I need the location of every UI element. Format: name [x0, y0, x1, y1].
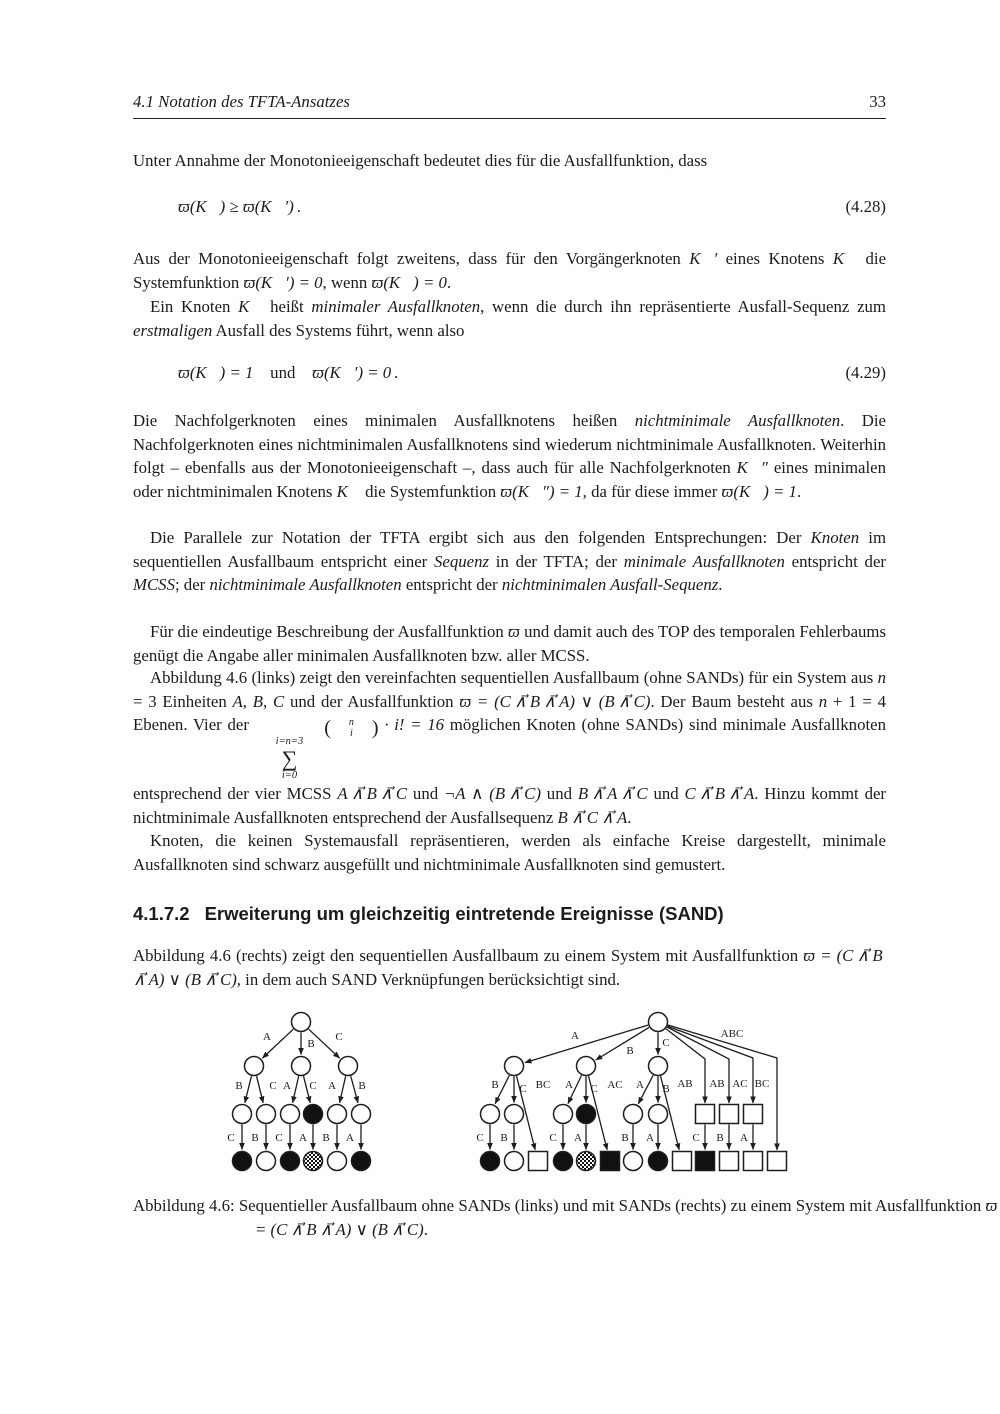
- tree-node-black-circle: [577, 1105, 596, 1124]
- tree-edge-label: ABC: [720, 1027, 744, 1040]
- tree-edge-label: AB: [677, 1077, 693, 1090]
- tree-node-black-circle: [281, 1152, 300, 1171]
- paragraph-abbildung-rechts: Abbildung 4.6 (rechts) zeigt den sequentiellen Ausfallbaum zu einem System mit Ausfallfunktion ϖ = (C ∧⃗ B ∧⃗ A) ∨ (B ∧⃗ C), in dem auch SAND Verknüpfungen berücksichtigt sind.: [133, 946, 886, 989]
- tree-node-open-circle: [649, 1057, 668, 1076]
- tree-edge-label: A: [299, 1131, 307, 1144]
- tree-node-open-square: [744, 1152, 763, 1171]
- tree-edge: [293, 1076, 299, 1103]
- tree-node-open-circle: [292, 1013, 311, 1032]
- tree-edge-label: A: [740, 1131, 748, 1144]
- tree-node-open-circle: [649, 1105, 668, 1124]
- tree-edge-label: C: [549, 1131, 557, 1144]
- tree-edge-label: B: [307, 1037, 315, 1050]
- tree-edge: [667, 1027, 729, 1103]
- paragraph-monotonie: Aus der Monotonieeigenschaft folgt zweitens, dass für den Vorgängerknoten K⃗′ eines Knotens K⃗ die Systemfunktion ϖ(K⃗′) = 0, wenn ϖ(K⃗) = 0.: [133, 249, 887, 292]
- tree-edge: [340, 1076, 346, 1103]
- section-heading: [133, 902, 886, 926]
- tree-node-open-square: [673, 1152, 692, 1171]
- tree-edge-label: A: [571, 1029, 579, 1042]
- equation-4-28: [133, 194, 886, 220]
- tree-node-open-circle: [257, 1152, 276, 1171]
- equation-4-29-body: ϖ(K⃗) = 1 und ϖ(K⃗′) = 0 .: [178, 363, 399, 382]
- tree-node-open-circle: [649, 1013, 668, 1032]
- tree-edge-label: C: [590, 1082, 598, 1095]
- paragraph-parallele: Die Parallele zur Notation der TFTA ergibt sich aus den folgenden Entsprechungen: Der Knoten im sequentiellen Ausfallbaum entspricht einer Sequenz in der TFTA; der minimale Ausfallknoten entspricht der MCSS; der nichtminimale Ausfallknoten entspricht der nichtminimalen Ausfall-Sequenz.: [133, 528, 886, 594]
- tree-edge-label: AB: [709, 1077, 725, 1090]
- tree-edge-label: A: [574, 1131, 582, 1144]
- tree-edge-label: B: [358, 1079, 366, 1092]
- tree-edge-label: AC: [607, 1078, 623, 1091]
- tree-edge-label: C: [269, 1079, 277, 1092]
- tree-node-black-circle: [352, 1152, 371, 1171]
- tree-node-black-circle: [554, 1152, 573, 1171]
- tree-edge-label: B: [322, 1131, 330, 1144]
- tree-node-open-circle: [339, 1057, 358, 1076]
- paragraph-knoten-darstellung: Knoten, die keinen Systemausfall repräsentieren, werden als einfache Kreise dargestellt, minimale Ausfallknoten sind schwarz ausgefüllt und nichtminimale Ausfallknoten sind gemustert.: [133, 831, 886, 874]
- tree-edge-label: A: [565, 1078, 573, 1091]
- tree-edge: [257, 1076, 264, 1103]
- tree-edge: [665, 1028, 705, 1103]
- tree-edge-label: B: [662, 1082, 670, 1095]
- tree-node-open-circle: [233, 1105, 252, 1124]
- tree-node-open-square: [529, 1152, 548, 1171]
- tree-node-open-circle: [281, 1105, 300, 1124]
- tree-edge-label: C: [476, 1131, 484, 1144]
- tree-edge: [245, 1076, 252, 1103]
- tree-node-open-square: [696, 1105, 715, 1124]
- tree-edge-label: C: [335, 1030, 343, 1043]
- paragraph-nachfolgerknoten: Die Nachfolgerknoten eines minimalen Ausfallknotens heißen nichtminimale Ausfallknoten. Die Nachfolgerknoten eines nichtminimalen Ausfallknotens sind wiederum nichtminimale Ausfallknoten. Weiterhin folgt – ebenfalls aus der Monotonieeigenschaft –, dass auch für alle Nachfolgerknoten K⃗″ eines minimalen oder nichtminimalen Knotens K⃗ die Systemfunktion ϖ(K⃗″) = 1, da für diese immer ϖ(K⃗) = 1.: [133, 411, 886, 501]
- tree-edge-label: A: [283, 1079, 291, 1092]
- tree-node-open-circle: [624, 1105, 643, 1124]
- tree-node-open-circle: [292, 1057, 311, 1076]
- tree-node-open-circle: [328, 1152, 347, 1171]
- tree-edge-label: B: [626, 1044, 634, 1057]
- tree-edge-label: B: [716, 1131, 724, 1144]
- tree-node-open-circle: [554, 1105, 573, 1124]
- tree-node-open-circle: [328, 1105, 347, 1124]
- figure-caption: Abbildung 4.6: Sequentieller Ausfallbaum ohne SANDs (links) und mit SANDs (rechts) zu einem System mit Ausfallfunktion ϖ = (C ∧⃗ B ∧⃗ A) ∨ (B ∧⃗ C).: [133, 1196, 998, 1239]
- binomial-coefficient: ( n i ): [324, 716, 379, 739]
- tree-node-open-circle: [505, 1105, 524, 1124]
- tree-node-open-circle: [577, 1057, 596, 1076]
- tree-edge-label: BC: [754, 1077, 770, 1090]
- tree-node-open-square: [768, 1152, 787, 1171]
- tree-node-hatched-circle: [577, 1152, 596, 1171]
- tree-edge-label: B: [491, 1078, 499, 1091]
- tree-edge-label: A: [636, 1078, 644, 1091]
- tree-edge: [351, 1076, 358, 1103]
- tree-node-black-circle: [304, 1105, 323, 1124]
- tree-node-open-square: [720, 1105, 739, 1124]
- section-number: 4.1.7.2: [133, 903, 190, 924]
- tree-edge-label: AC: [732, 1077, 748, 1090]
- tree-node-black-square: [601, 1152, 620, 1171]
- tree-node-open-square: [720, 1152, 739, 1171]
- tree-node-black-square: [696, 1152, 715, 1171]
- fault-tree-right: [470, 1006, 800, 1178]
- sum-operator: i=n=3 ∑ i=0: [275, 736, 304, 782]
- tree-edge-label: A: [346, 1131, 354, 1144]
- tree-edge-label: A: [646, 1131, 654, 1144]
- tree-edge-label: C: [309, 1079, 317, 1092]
- running-head-title: 4.1 Notation des TFTA-Ansatzes: [133, 92, 350, 111]
- tree-edge-label: A: [263, 1030, 271, 1043]
- fault-tree-left: [225, 1006, 385, 1178]
- equation-4-28-number: (4.28): [845, 197, 886, 216]
- tree-node-open-circle: [505, 1057, 524, 1076]
- section-title: Erweiterung um gleichzeitig eintretende Ereignisse (SAND): [204, 903, 724, 924]
- tree-node-black-circle: [233, 1152, 252, 1171]
- tree-edge-label: C: [227, 1131, 235, 1144]
- tree-edge-label: B: [500, 1131, 508, 1144]
- tree-node-open-circle: [624, 1152, 643, 1171]
- tree-node-open-circle: [481, 1105, 500, 1124]
- tree-edge-label: C: [275, 1131, 283, 1144]
- tree-node-open-circle: [505, 1152, 524, 1171]
- running-header: [133, 92, 886, 119]
- tree-edge-label: C: [519, 1082, 527, 1095]
- paragraph-beschreibung: Für die eindeutige Beschreibung der Ausfallfunktion ϖ und damit auch des TOP des temporalen Fehlerbaums genügt die Angabe aller minimalen Ausfallknoten bzw. aller MCSS.: [133, 622, 886, 665]
- paragraph-minimaler-knoten: Ein Knoten K⃗ heißt minimaler Ausfallknoten, wenn die durch ihn repräsentierte Ausfall-Sequenz zum erstmaligen Ausfall des Systems führt, wenn also: [133, 297, 886, 340]
- tree-node-black-circle: [481, 1152, 500, 1171]
- equation-4-29-number: (4.29): [845, 363, 886, 382]
- tree-node-open-circle: [245, 1057, 264, 1076]
- equation-4-29: [133, 360, 886, 386]
- tree-node-hatched-circle: [304, 1152, 323, 1171]
- tree-node-open-circle: [257, 1105, 276, 1124]
- paragraph-intro: Unter Annahme der Monotonieeigenschaft bedeutet dies für die Ausfallfunktion, dass: [133, 151, 708, 170]
- tree-edge-label: C: [692, 1131, 700, 1144]
- tree-edge-label: C: [662, 1036, 670, 1049]
- tree-edge-label: B: [235, 1079, 243, 1092]
- tree-edge-label: B: [251, 1131, 259, 1144]
- tree-edge-label: A: [328, 1079, 336, 1092]
- tree-node-open-square: [744, 1105, 763, 1124]
- tree-edge-label: BC: [535, 1078, 551, 1091]
- paragraph-abbildung-links: Abbildung 4.6 (links) zeigt den vereinfachten sequentiellen Ausfallbaum (ohne SANDs) für ein System aus n = 3 Einheiten A, B, C und der Ausfallfunktion ϖ = (C ∧⃗ B ∧⃗ A) ∨ (B ∧⃗ C). Der Baum besteht aus n + 1 = 4 Ebenen. Vier der i=n=3 ∑ i=0 ( n i ) · i! = 16 möglichen Knoten (ohne SANDs) sind minimale Ausfallknoten entsprechend der vier MCSS A ∧⃗ B ∧⃗ C und ¬A ∧ (B ∧⃗ C) und B ∧⃗ A ∧⃗ C und C ∧⃗ B ∧⃗ A. Hinzu kommt der nichtminimale Ausfallknoten entsprechend der Ausfallsequenz B ∧⃗ C ∧⃗ A.: [133, 668, 887, 827]
- equation-4-28-body: ϖ(K⃗) ≥ ϖ(K⃗′) .: [178, 197, 302, 216]
- tree-node-black-circle: [649, 1152, 668, 1171]
- page-number: 33: [869, 92, 886, 111]
- tree-edge-label: B: [621, 1131, 629, 1144]
- tree-node-open-circle: [352, 1105, 371, 1124]
